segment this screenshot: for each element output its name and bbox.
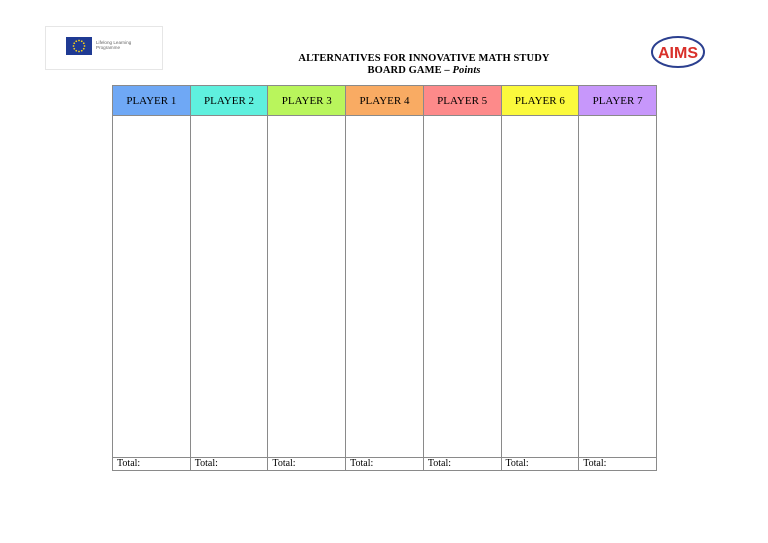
- player-7-header: PLAYER 7: [579, 86, 657, 116]
- aims-logo-text: AIMS: [658, 45, 698, 62]
- player-3-points-cell[interactable]: [268, 116, 346, 458]
- eu-lifelong-learning-logo: [45, 26, 163, 70]
- title-line-2-main: BOARD GAME –: [367, 65, 450, 76]
- eu-flag-icon: [66, 37, 92, 55]
- player-5-points-cell[interactable]: [423, 116, 501, 458]
- document-title: [274, 53, 574, 77]
- player-1-header: PLAYER 1: [113, 86, 191, 116]
- player-3-total: Total:: [268, 458, 346, 471]
- player-7-points-cell[interactable]: [579, 116, 657, 458]
- player-3-header: PLAYER 3: [268, 86, 346, 116]
- eu-logo-text: Lifelong Learning Programme: [96, 40, 132, 51]
- player-4-header: PLAYER 4: [346, 86, 424, 116]
- title-line-2: [274, 65, 574, 77]
- total-row: [113, 458, 657, 471]
- player-1-total: Total:: [113, 458, 191, 471]
- player-7-total: Total:: [579, 458, 657, 471]
- title-line-1: ALTERNATIVES FOR INNOVATIVE MATH STUDY: [298, 53, 550, 64]
- aims-logo: [650, 35, 706, 69]
- player-5-total: Total:: [423, 458, 501, 471]
- player-6-points-cell[interactable]: [501, 116, 579, 458]
- player-1-points-cell[interactable]: [113, 116, 191, 458]
- player-4-total: Total:: [346, 458, 424, 471]
- player-4-points-cell[interactable]: [346, 116, 424, 458]
- player-header-row: [113, 86, 657, 116]
- player-5-header: PLAYER 5: [423, 86, 501, 116]
- points-entry-row: [113, 116, 657, 458]
- title-line-2-italic: Points: [452, 65, 481, 76]
- player-6-total: Total:: [501, 458, 579, 471]
- player-2-header: PLAYER 2: [190, 86, 268, 116]
- player-2-total: Total:: [190, 458, 268, 471]
- player-6-header: PLAYER 6: [501, 86, 579, 116]
- points-table: [112, 85, 657, 471]
- player-2-points-cell[interactable]: [190, 116, 268, 458]
